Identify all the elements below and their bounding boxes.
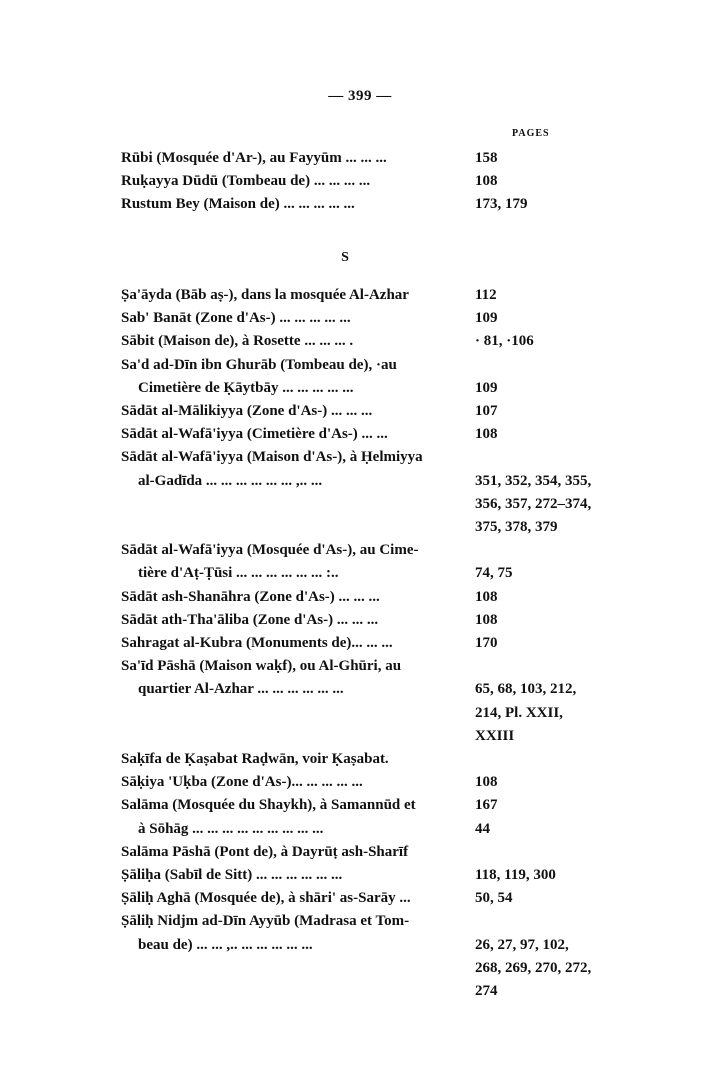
entry-page-ref: 109 [475, 379, 498, 396]
entry-page-ref: 50, 54 [475, 890, 513, 907]
entry-text-line: Sādāt ash-Shanāhra (Zone d'As-) ... ... ... [121, 588, 380, 605]
entry-text-line: Salāma Pāshā (Pont de), à Dayrūṭ ash-Sharīf [121, 843, 409, 860]
entry-text-line: Sa'īd Pāshā (Maison waḳf), ou Al-Ghūri, au [121, 658, 402, 675]
entry-text-line [121, 702, 461, 725]
entry-text [121, 446, 461, 539]
entry-pages [475, 284, 625, 307]
index-entry [0, 864, 720, 887]
entry-pages [475, 423, 625, 446]
entry-text-line: Cimetière de Ḳāytbāy ... ... ... ... ... [138, 379, 354, 396]
entry-text [121, 609, 461, 632]
index-entry [0, 771, 720, 794]
entry-text-line: beau de) ... ... ,.. ... ... ... ... ... [138, 936, 313, 953]
index-entry [0, 284, 720, 307]
entry-page-ref: XXIII [475, 727, 515, 744]
index-entry [0, 910, 720, 1003]
entry-pages [475, 841, 625, 864]
entry-text-line [121, 516, 461, 539]
entry-pages [475, 193, 625, 216]
entry-page-ref: 108 [475, 588, 498, 605]
entry-text-line: Ṣāliḥ Aghā (Mosquée de), à shāri' as-Sarāy ... [121, 890, 411, 907]
entry-page-ref: 108 [475, 426, 498, 443]
entry-page-ref: 108 [475, 774, 498, 791]
entry-text [121, 841, 461, 864]
letter-heading: S [341, 250, 349, 265]
entry-text-line: Sādāt al-Wafā'iyya (Cimetière d'As-) ... ... [121, 426, 388, 443]
entry-page-ref: 26, 27, 97, 102, [475, 936, 569, 953]
index-entry [0, 193, 720, 216]
entry-pages [475, 147, 625, 170]
entry-page-ref: 158 [475, 150, 498, 166]
entry-text-line: à Sōhāg ... ... ... ... ... ... ... ... ... [138, 820, 324, 837]
entry-text [121, 887, 461, 910]
entry-page-ref: 44 [475, 820, 490, 837]
index-entry [0, 307, 720, 330]
index-entry [0, 330, 720, 353]
index-entry [0, 794, 720, 840]
entry-text [121, 632, 461, 655]
index-entry [0, 655, 720, 748]
index-entry [0, 609, 720, 632]
entry-pages [475, 446, 625, 539]
entry-page-ref [475, 354, 625, 377]
entry-pages [475, 586, 625, 609]
index-entry [0, 887, 720, 910]
page-number: — 399 — [328, 88, 392, 104]
entry-text-line: Sāḳiya 'Uḳba (Zone d'As-)... ... ... ... ... [121, 774, 363, 791]
entry-text-line: Sābit (Maison de), à Rosette ... ... ... . [121, 333, 354, 350]
index-entry [0, 170, 720, 193]
entry-page-ref: 74, 75 [475, 565, 513, 582]
entry-text-line: Sādāt ath-Tha'āliba (Zone d'As-) ... ... ... [121, 611, 379, 628]
entry-text [121, 147, 461, 170]
entry-pages [475, 170, 625, 193]
entry-page-ref: 214, Pl. XXII, [475, 704, 563, 721]
entry-pages [475, 748, 625, 771]
index-entry [0, 632, 720, 655]
entry-text-line: Ruḳayya Dūdū (Tombeau de) ... ... ... ... [121, 173, 371, 190]
entry-text-line: Saḳīfa de Ḳaṣabat Raḍwān, voir Ḳaṣabat. [121, 751, 389, 767]
entry-page-ref: 356, 357, 272–374, [475, 495, 592, 512]
entry-text-line: Sādāt al-Wafā'iyya (Mosquée d'As-), au Cime- [121, 542, 419, 559]
entry-text-line: tière d'Aṭ-Ṭūsi ... ... ... ... ... ... :.. [138, 565, 339, 582]
entry-page-ref [475, 539, 625, 562]
entry-text-line: Rūbi (Mosquée d'Ar-), au Fayyūm ... ... ... [121, 150, 387, 166]
entry-text-line: Ṣa'āyda (Bāb aṣ-), dans la mosquée Al-Azhar [121, 287, 409, 303]
entry-pages [475, 771, 625, 794]
entry-page-ref: 268, 269, 270, 272, [475, 959, 592, 976]
entry-text [121, 307, 461, 330]
entry-page-ref: · 81, ·106 [475, 333, 534, 350]
index-entry [0, 354, 720, 400]
index-entry [0, 586, 720, 609]
entry-pages [475, 910, 625, 1003]
entry-text-line [121, 493, 461, 516]
entry-pages [475, 400, 625, 423]
entry-text-line: Sādāt al-Wafā'iyya (Maison d'As-), à Ḥelmiyya [121, 449, 423, 466]
entry-text [121, 794, 461, 840]
entry-page-ref: 170 [475, 635, 498, 651]
entry-page-ref: 173, 179 [475, 196, 528, 213]
entry-text-line: Sahragat al-Kubra (Monuments de)... ... ... [121, 635, 393, 651]
entry-text [121, 539, 461, 585]
entry-text-line: al-Gadīda ... ... ... ... ... ... ,.. ... [138, 472, 323, 489]
entry-pages [475, 794, 625, 840]
entry-text [121, 655, 461, 748]
index-entry [0, 446, 720, 539]
entry-pages [475, 887, 625, 910]
entry-text-line [121, 980, 461, 1003]
entry-page-ref: 107 [475, 403, 498, 419]
index-entry [0, 539, 720, 585]
index-entry [0, 841, 720, 864]
entry-page-ref: 109 [475, 310, 498, 327]
entry-page-ref: 118, 119, 300 [475, 867, 556, 883]
entry-text [121, 193, 461, 216]
entry-text [121, 586, 461, 609]
entry-text-line [121, 725, 461, 748]
entry-pages [475, 632, 625, 655]
entry-page-ref: 375, 378, 379 [475, 519, 558, 535]
entry-page-ref: 351, 352, 354, 355, [475, 472, 592, 489]
entry-text-line: Sab' Banāt (Zone d'As-) ... ... ... ... ... [121, 310, 351, 327]
entry-pages [475, 864, 625, 887]
entry-text [121, 354, 461, 400]
entry-text-line: quartier Al-Azhar ... ... ... ... ... ... [138, 681, 344, 698]
entry-page-ref [475, 446, 625, 469]
entry-text [121, 771, 461, 794]
entry-text [121, 864, 461, 887]
entry-page-ref [475, 841, 625, 864]
entry-pages [475, 609, 625, 632]
pages-column-header: PAGES [512, 128, 550, 139]
index-entry [0, 147, 720, 170]
entry-pages [475, 330, 625, 353]
entry-text [121, 423, 461, 446]
entry-page-ref: 65, 68, 103, 212, [475, 681, 577, 698]
entry-text-line: Ṣāliḥa (Sabīl de Sitt) ... ... ... ... ... ... [121, 867, 343, 883]
entry-text [121, 910, 461, 1003]
entry-text-line: Ṣāliḥ Nidjm ad-Dīn Ayyūb (Madrasa et Tom- [121, 913, 410, 930]
entry-text [121, 284, 461, 307]
entry-text [121, 400, 461, 423]
entry-text-line: Salāma (Mosquée du Shaykh), à Samannūd et [121, 797, 416, 814]
entry-text [121, 330, 461, 353]
entry-page-ref: 112 [475, 287, 497, 303]
entry-text-line: Sādāt al-Mālikiyya (Zone d'As-) ... ... ... [121, 403, 373, 419]
index-entry [0, 748, 720, 771]
entry-text [121, 748, 461, 771]
entry-page-ref: 108 [475, 611, 498, 628]
entry-page-ref [475, 748, 625, 771]
entry-page-ref: 108 [475, 173, 498, 190]
entry-page-ref: 167 [475, 797, 498, 814]
entry-page-ref [475, 910, 625, 933]
entry-pages [475, 307, 625, 330]
entry-text-line [121, 957, 461, 980]
index-entry [0, 400, 720, 423]
entry-pages [475, 539, 625, 585]
entry-page-ref: 274 [475, 983, 498, 999]
entry-text-line: Rustum Bey (Maison de) ... ... ... ... ... [121, 196, 355, 213]
entry-text [121, 170, 461, 193]
entry-text-line: Sa'd ad-Dīn ibn Ghurāb (Tombeau de), ·au [121, 356, 397, 373]
entry-pages [475, 354, 625, 400]
index-entry [0, 423, 720, 446]
entry-pages [475, 655, 625, 748]
entry-page-ref [475, 655, 625, 678]
